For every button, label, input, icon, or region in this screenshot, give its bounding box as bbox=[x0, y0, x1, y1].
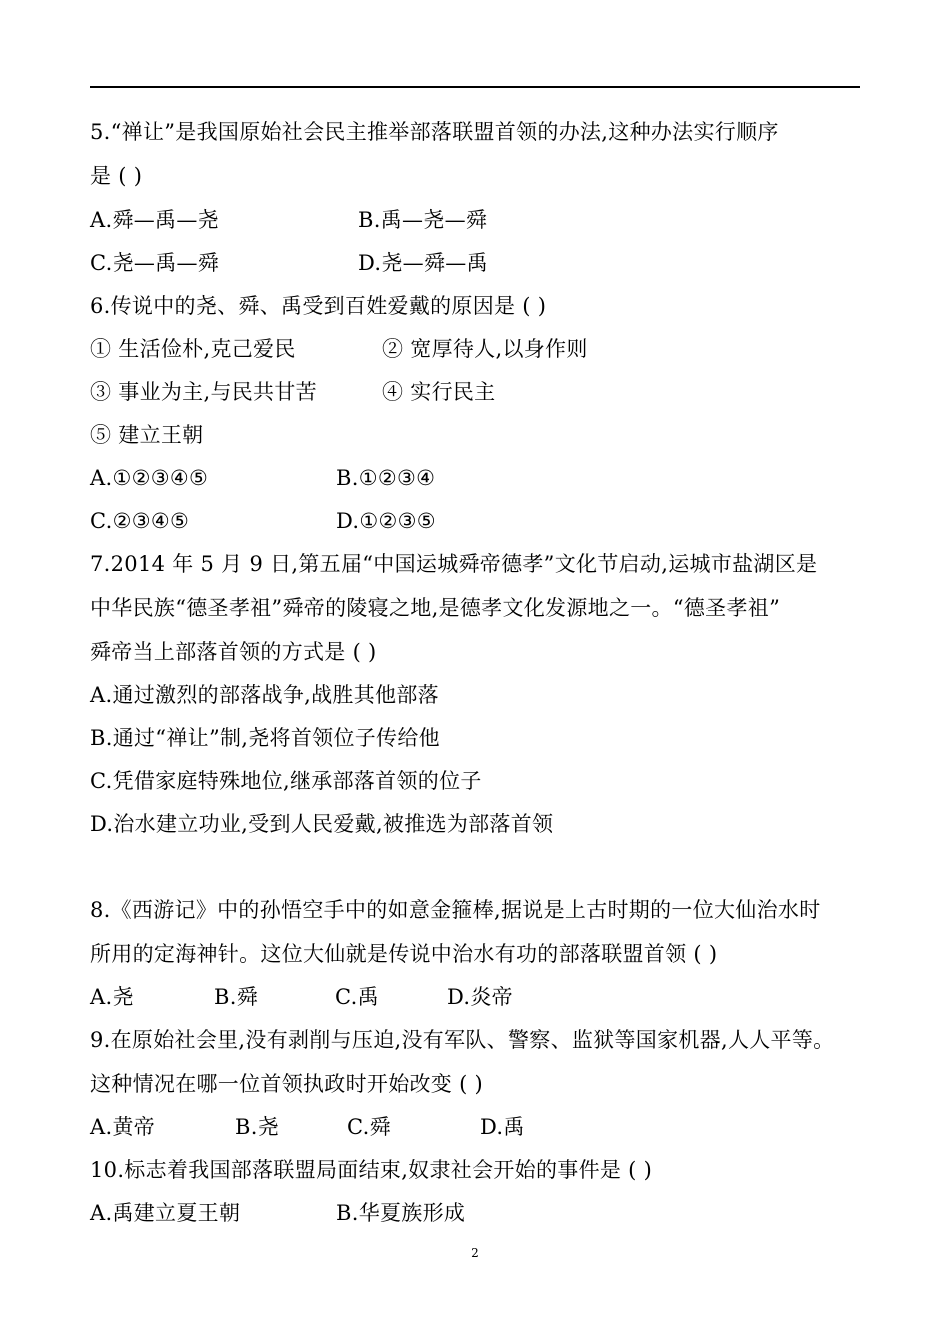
q5-stem-line1: 5.“禅让”是我国原始社会民主推举部落联盟首领的办法,这种办法实行顺序 bbox=[90, 120, 779, 144]
q10-option-b: B.华夏族形成 bbox=[336, 1201, 466, 1225]
q9-option-a: A.黄帝 bbox=[90, 1115, 156, 1139]
q6-statement-3: ③ 事业为主,与民共甘苦 bbox=[90, 380, 317, 404]
q7-option-d: D.治水建立功业,受到人民爱戴,被推选为部落首领 bbox=[90, 812, 554, 836]
q10-option-row bbox=[90, 1198, 466, 1228]
header-rule bbox=[90, 86, 860, 88]
q7-stem-line2: 中华民族“德圣孝祖”舜帝的陵寝之地,是德孝文化发源地之一。“德圣孝祖” bbox=[90, 596, 781, 620]
q8-stem-line2: 所用的定海神针。这位大仙就是传说中治水有功的部落联盟首领 ( ) bbox=[90, 942, 718, 966]
q9-stem-line2: 这种情况在哪一位首领执政时开始改变 ( ) bbox=[90, 1072, 484, 1096]
q8-option-b: B.舜 bbox=[214, 985, 259, 1009]
q6-option-d: D.①②③⑤ bbox=[336, 509, 436, 533]
q6-statement-5: ⑤ 建立王朝 bbox=[90, 423, 204, 447]
q7-option-b: B.通过“禅让”制,尧将首领位子传给他 bbox=[90, 726, 440, 750]
q7-option-c: C.凭借家庭特殊地位,继承部落首领的位子 bbox=[90, 769, 482, 793]
q5-option-d: D.尧—舜—禹 bbox=[358, 251, 488, 275]
q8-option-d: D.炎帝 bbox=[447, 985, 513, 1009]
q5-stem-line2: 是 ( ) bbox=[90, 164, 143, 188]
q9-option-row bbox=[90, 1112, 525, 1142]
q10-option-a: A.禹建立夏王朝 bbox=[90, 1201, 241, 1225]
q7-stem-line1: 7.2014 年 5 月 9 日,第五届“中国运城舜帝德孝”文化节启动,运城市盐湖区是 bbox=[90, 552, 818, 576]
q6-stem: 6.传说中的尧、舜、禹受到百姓爱戴的原因是 ( ) bbox=[90, 294, 547, 318]
q7-option-a: A.通过激烈的部落战争,战胜其他部落 bbox=[90, 683, 439, 707]
page-number: 2 bbox=[471, 1246, 479, 1260]
q9-option-c: C.舜 bbox=[347, 1115, 391, 1139]
q5-option-row2 bbox=[90, 248, 488, 278]
q6-option-row1 bbox=[90, 463, 436, 493]
q6-statement-row1 bbox=[90, 334, 588, 364]
q6-option-a: A.①②③④⑤ bbox=[90, 466, 209, 490]
q6-statement-row2 bbox=[90, 377, 496, 407]
q6-statement-2: ② 宽厚待人,以身作则 bbox=[382, 337, 588, 361]
q5-option-b: B.禹—尧—舜 bbox=[358, 208, 488, 232]
q5-option-a: A.舜—禹—尧 bbox=[90, 208, 219, 232]
q6-option-c: C.②③④⑤ bbox=[90, 509, 190, 533]
q8-option-a: A.尧 bbox=[90, 985, 134, 1009]
q7-stem-line3: 舜帝当上部落首领的方式是 ( ) bbox=[90, 640, 377, 664]
q6-option-row2 bbox=[90, 506, 436, 536]
q5-option-c: C.尧—禹—舜 bbox=[90, 251, 220, 275]
q6-statement-1: ① 生活俭朴,克己爱民 bbox=[90, 337, 296, 361]
q9-option-b: B.尧 bbox=[235, 1115, 280, 1139]
q6-option-b: B.①②③④ bbox=[336, 466, 436, 490]
q6-statement-4: ④ 实行民主 bbox=[382, 380, 496, 404]
q8-option-c: C.禹 bbox=[335, 985, 379, 1009]
q8-stem-line1: 8.《西游记》中的孙悟空手中的如意金箍棒,据说是上古时期的一位大仙治水时 bbox=[90, 898, 821, 922]
q8-option-row bbox=[90, 982, 513, 1012]
q9-stem-line1: 9.在原始社会里,没有剥削与压迫,没有军队、警察、监狱等国家机器,人人平等。 bbox=[90, 1028, 835, 1052]
q10-stem: 10.标志着我国部落联盟局面结束,奴隶社会开始的事件是 ( ) bbox=[90, 1158, 653, 1182]
q9-option-d: D.禹 bbox=[480, 1115, 525, 1139]
q5-option-row1 bbox=[90, 205, 488, 235]
